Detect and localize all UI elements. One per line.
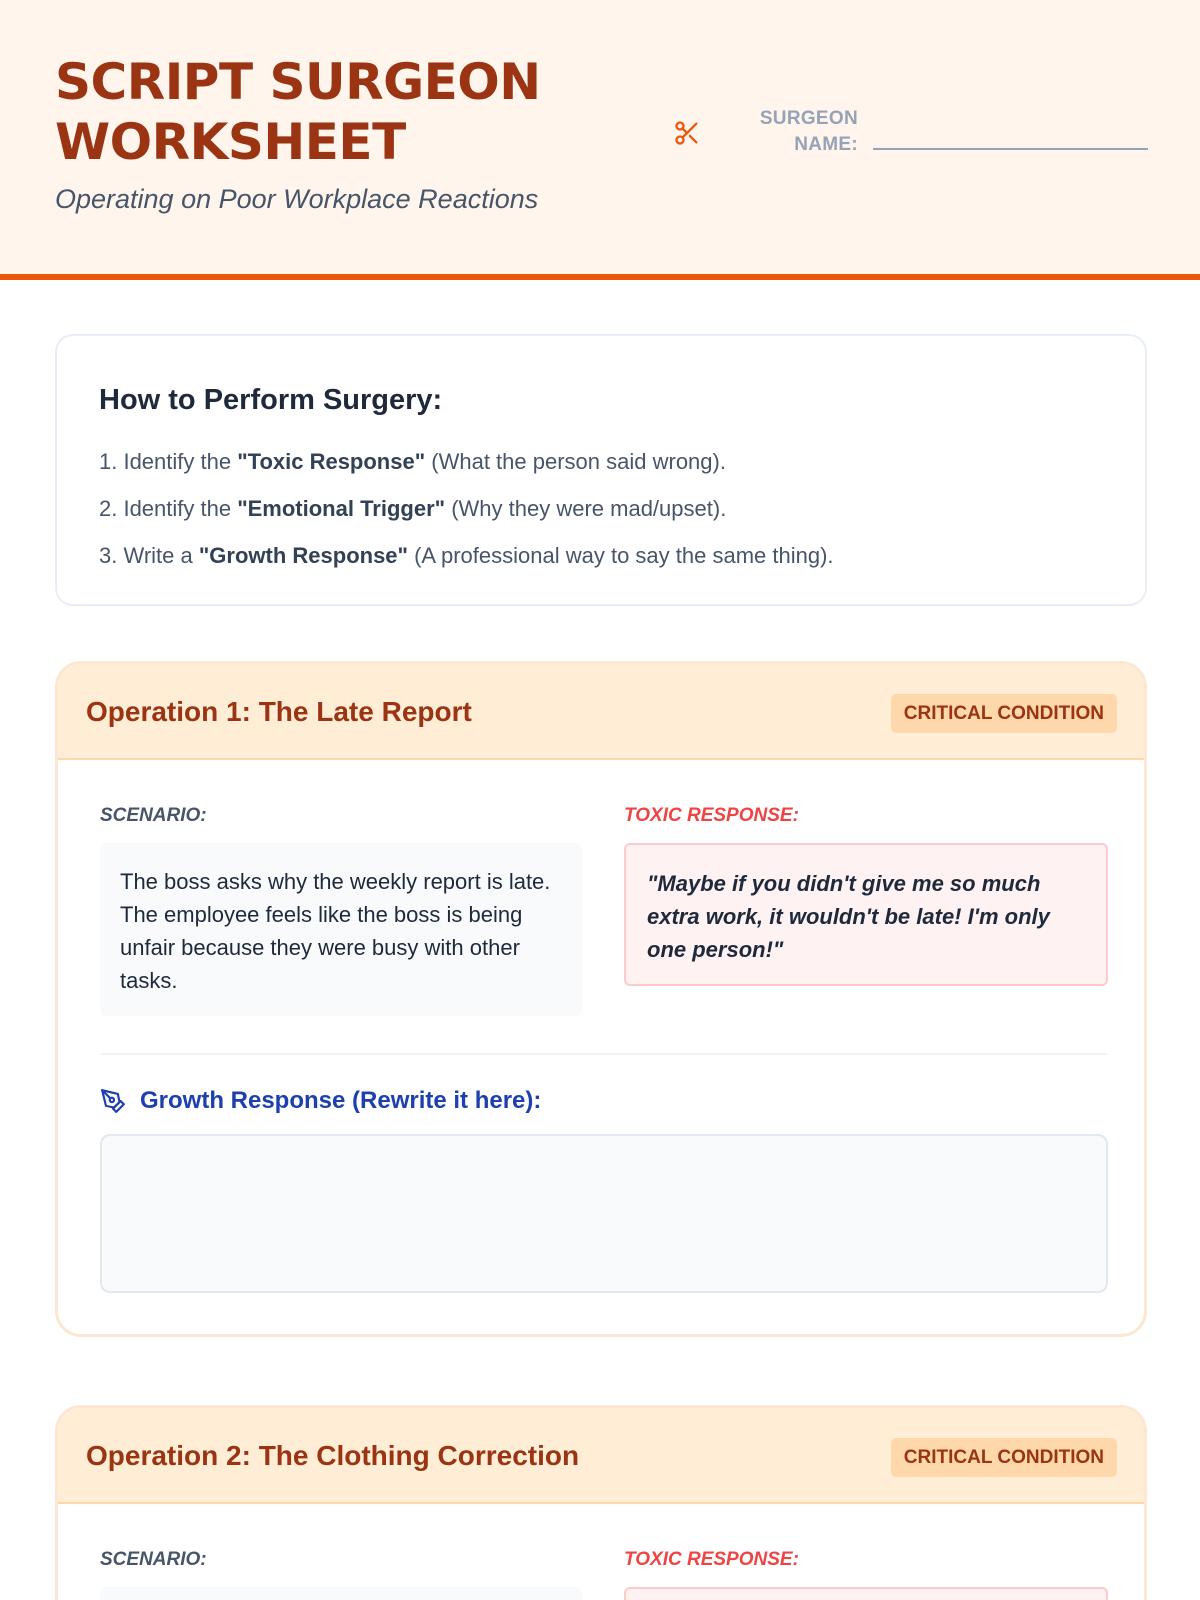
instruction-text: (What the person said wrong). (425, 449, 726, 474)
surgeon-name-field[interactable] (873, 148, 1148, 150)
page-subtitle: Operating on Poor Workplace Reactions (55, 184, 539, 214)
scenario-text: The boss asks why the weekly report is late. The employee feels like the boss is being unfair because they were busy with other tasks. (100, 843, 582, 1016)
instructions-card (55, 334, 1147, 606)
instruction-item (99, 532, 1099, 579)
scenario-label: SCENARIO: (100, 805, 207, 826)
surgeon-label-line-1: SURGEON (759, 108, 858, 129)
instruction-item (99, 485, 1099, 532)
worksheet-header (0, 0, 1200, 280)
operation-title: Operation 1: The Late Report (86, 696, 472, 727)
operation-card-2 (55, 1405, 1147, 1600)
divider (100, 1053, 1108, 1055)
toxic-response-text (624, 1587, 1108, 1600)
toxic-response-text: "Maybe if you didn't give me so much extra work, it wouldn't be late! I'm only one person!" (624, 843, 1108, 986)
scenario-text (100, 1587, 582, 1600)
instruction-key-term: "Toxic Response" (237, 449, 426, 474)
instruction-text: 1. Identify the (99, 449, 238, 474)
instruction-item (99, 438, 1099, 485)
instruction-key-term: "Emotional Trigger" (237, 496, 446, 521)
title-line-2: WORKSHEET (55, 113, 406, 171)
instruction-text: 3. Write a (99, 543, 199, 568)
pen-icon (100, 1088, 126, 1114)
instruction-text: (A professional way to say the same thing). (407, 543, 834, 568)
page-title (55, 52, 655, 172)
instruction-text: 2. Identify the (99, 496, 238, 521)
operation-title: Operation 2: The Clothing Correction (86, 1440, 580, 1471)
growth-response-label: Growth Response (Rewrite it here): (140, 1087, 542, 1114)
instructions-title: How to Perform Surgery: (99, 384, 443, 416)
scenario-label: SCENARIO: (100, 1549, 207, 1570)
growth-response-input[interactable] (100, 1134, 1108, 1293)
status-badge: CRITICAL CONDITION (891, 694, 1117, 733)
surgeon-name-label (740, 106, 858, 158)
instruction-key-term: "Growth Response" (198, 543, 408, 568)
title-line-1: SCRIPT SURGEON (55, 53, 541, 111)
toxic-response-label: TOXIC RESPONSE: (624, 805, 799, 826)
instruction-text: (Why they were mad/upset). (445, 496, 727, 521)
scissors-icon (673, 119, 701, 147)
instructions-list (99, 438, 1099, 579)
operation-header (58, 664, 1144, 760)
operation-header (58, 1408, 1144, 1504)
toxic-response-label: TOXIC RESPONSE: (624, 1549, 799, 1570)
surgeon-label-line-2: NAME: (794, 134, 858, 155)
operation-card-1 (55, 661, 1147, 1337)
status-badge: CRITICAL CONDITION (891, 1438, 1117, 1477)
